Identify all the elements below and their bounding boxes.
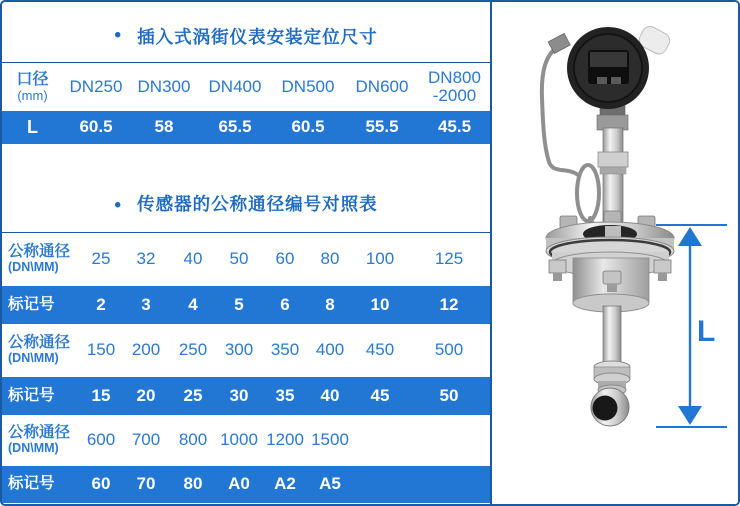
cell: 250 [178, 340, 208, 360]
cell: 200 [131, 340, 161, 360]
table2-row-diameter-2 [2, 324, 490, 377]
cell: 150 [86, 340, 116, 360]
dimension-label: L [697, 315, 716, 348]
cell: DN600 [355, 76, 409, 96]
flange-nut [603, 271, 621, 284]
cell: 30 [229, 385, 249, 405]
row-label: 标记号 [8, 295, 55, 313]
flange-stud [658, 273, 667, 281]
flowmeter-photo [492, 2, 738, 504]
cell: 10 [370, 294, 390, 314]
table2-row-mark-2 [2, 377, 490, 415]
cell: 45.5 [437, 117, 472, 137]
flange-bolt [604, 211, 621, 223]
row-label: 公称通径 (DN\MM) [8, 424, 71, 456]
sensor-probe [591, 306, 630, 426]
cell: A0 [228, 474, 250, 494]
flange-assembly [546, 211, 674, 312]
cell: 60.5 [79, 117, 113, 137]
cell: 60.5 [291, 117, 325, 137]
cell: 400 [315, 340, 345, 360]
cell: 55.5 [365, 117, 399, 137]
cell: DN250 [69, 76, 123, 96]
cell: 35 [275, 385, 295, 405]
cell: 25 [183, 385, 203, 405]
cell: 65.5 [218, 117, 252, 137]
row-label: L [27, 116, 38, 137]
cell: 5 [234, 294, 244, 314]
row-label: 公称通径 (DN\MM) [8, 334, 71, 366]
table2-row-diameter-1 [2, 233, 490, 286]
cell: 70 [136, 474, 156, 494]
cell: 1500 [311, 430, 349, 450]
row-label: 标记号 [8, 475, 55, 493]
cell: 100 [365, 249, 395, 269]
cell: 450 [365, 340, 395, 360]
table2-row-mark-3 [2, 466, 490, 503]
figure-panel [492, 2, 738, 504]
bullet-icon: • [114, 195, 123, 216]
dimension-arrow-down [678, 406, 702, 425]
cell: 500 [434, 340, 464, 360]
transmitter-head [548, 24, 672, 130]
cell: 45 [370, 385, 390, 405]
cell: DN400 [208, 76, 262, 96]
row-label: 公称通径 (DN\MM) [8, 243, 71, 275]
row-label: 标记号 [8, 386, 55, 404]
tables-panel [2, 2, 492, 504]
cell: 300 [224, 340, 254, 360]
cell: 800 [178, 430, 208, 450]
cell: 80 [183, 474, 203, 494]
cell: 58 [154, 117, 174, 137]
display-button [597, 77, 607, 84]
cell: 12 [439, 294, 459, 314]
cell: 3 [141, 294, 151, 314]
bullet-icon: • [114, 24, 123, 46]
cell: 25 [91, 249, 111, 269]
dimension-arrow-up [678, 227, 702, 246]
cell: 6 [280, 294, 290, 314]
cell: 60 [275, 249, 295, 269]
cell: 60 [91, 474, 111, 494]
cell: 32 [136, 249, 156, 269]
cell: 1200 [266, 430, 304, 450]
cell: 350 [270, 340, 300, 360]
table1-header-row [2, 63, 490, 111]
cell: 1000 [220, 430, 258, 450]
cell: 20 [136, 385, 156, 405]
table1-title-text: 插入式涡街仪表安装定位尺寸 [137, 26, 378, 47]
cell: 4 [188, 294, 198, 314]
cell: 2 [96, 294, 106, 314]
cell: 125 [434, 249, 464, 269]
cell: 40 [183, 249, 203, 269]
table2-row-diameter-3 [2, 415, 490, 466]
cell: 8 [325, 294, 335, 314]
flange-stud [553, 273, 562, 281]
flange-stud [607, 284, 617, 292]
cell: 50 [229, 249, 249, 269]
flange-nut [549, 260, 566, 273]
cell: DN500 [281, 76, 335, 96]
cell: 700 [131, 430, 161, 450]
cell: 15 [91, 385, 111, 405]
cell: A2 [274, 474, 296, 494]
cell: 600 [86, 430, 116, 450]
table2-row-mark-1 [2, 286, 490, 324]
cell: 40 [320, 385, 340, 405]
row-label: 口径 (mm) [16, 71, 49, 103]
display-button [611, 77, 621, 84]
table2-title-text: 传感器的公称通径编号对照表 [137, 194, 378, 214]
table1-title [2, 2, 490, 63]
cell: DN800 -2000 [428, 67, 481, 105]
flange-nut [654, 260, 671, 273]
table1-value-row [2, 111, 490, 144]
cell: 80 [320, 249, 340, 269]
cell: 50 [439, 385, 459, 405]
cell: DN300 [137, 76, 191, 96]
cell: A5 [319, 474, 341, 494]
table2-title [2, 144, 490, 233]
